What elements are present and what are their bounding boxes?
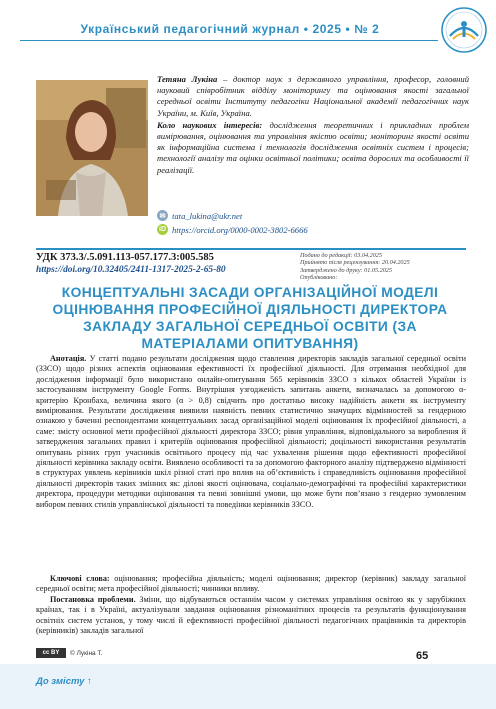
- submission-dates: [300, 252, 410, 282]
- abstract: [36, 354, 466, 510]
- journal-logo-icon: [440, 6, 488, 54]
- problem-label: Постановка проблеми.: [50, 594, 136, 604]
- date-approved: Затверджено до друку: 01.05.2025: [300, 266, 392, 274]
- journal-title: Український педагогічний журнал • 2025 • № 2: [80, 22, 380, 36]
- orcid-link[interactable]: https://orcid.org/0000-0002-3802-6666: [172, 224, 308, 235]
- keywords-paragraph: Ключові слова: оцінювання; професійна діяльність; моделі оцінювання; директор (керівник) закладу загальної середньої освіти; мета професійної діяльності; чинники впливу.: [36, 574, 466, 594]
- orcid-row: [157, 224, 308, 235]
- orcid-icon: iD: [159, 226, 166, 233]
- date-published: Опубліковано:: [300, 274, 338, 282]
- abstract-label: Анотація.: [50, 354, 87, 363]
- abstract-paragraph: Анотація. У статті подано результати дослідження щодо ставлення директорів закладів загальної середньої освіти (ЗЗСО) щодо різних аспектів оцінювання ефективності їх професійної діяльності. Для отримання необхідної для дослідження інформації було використано онлайн-опитування 565 керівників ЗЗСО з кількох областей України із застосуванням інструменту Google Forms. Внутрішня узгодженість запитань анкети, визначалась за допомогою α-критерію Кронбаха, величина якого (α > 0,8) свідчить про достатньо високу надійність анкети як інструменту вимірювання. Результати дослідження виявили наявність певних статистично значущих відмінностей за гендерною ознакою у баченні респондентами концептуальних засад організаційної моделі оцінювання їх професійної діяльності, а саме: змісту основної мети професійної діяльності директора ЗЗСО; рівня управління, відповідального за вироблення й затвердження загальних правил і критеріїв оцінювання професійної діяльності; доцільності використання результатів опитувань різних груп учасників освітнього процесу під час ухвалення рішення щодо ефективності професійної діяльності керівника закладу освіти. Виявлено особливості та за допомогою факторного аналізу підтверджено відмінності в структурах уявлень керівників шкіл різної статі про вплив на об’єктивність і справедливість оцінювання професійної діяльності директорів таких змінних як: ділові якості оцінювача, соціально-демографічні та професійні характеристики директора, процедури методики оцінювання та певні зовнішні умови, що може бути пов’язано з гендерно зумовленим вибором певних стилів управлінської діяльності та поведінки керівників ЗЗСО.: [36, 354, 466, 509]
- copyright-text: © Лукіна Т.: [70, 649, 103, 657]
- header-rule: [20, 40, 438, 41]
- page-number: 65: [416, 650, 429, 662]
- journal-header: [0, 0, 496, 56]
- problem-paragraph: Постановка проблеми. Зміни, що відбуваються останнім часом у системах управління освітою як у зарубіжних країнах, так і в Україні, актуалізували завдання оцінювання різноманітних процесів та результатів функціонування освітніх систем установ, у тому числі й ефективності професійної діяльності педагогічних працівників та директорів (керівників) закладів загальної: [36, 594, 466, 636]
- keywords-and-problem: [36, 574, 466, 636]
- date-submitted: Подано до редакції: 03.04.2025: [300, 252, 382, 259]
- udc-code: УДК 373.3/.5.091.113-057.177.3:005.585: [36, 252, 214, 263]
- section-divider: [36, 248, 466, 250]
- interests-label: Коло наукових інтересів:: [157, 119, 263, 130]
- article-title: КОНЦЕПТУАЛЬНІ ЗАСАДИ ОРГАНІЗАЦІЙНОЇ МОДЕЛІ ОЦІНЮВАННЯ ПРОФЕСІЙНОЇ ДІЯЛЬНОСТІ ДИРЕКТОРА ЗАКЛАДУ ЗАГАЛЬНОЇ СЕРЕДНЬОЇ ОСВІТИ (ЗА МАТЕРІАЛАМИ ОПИТУВАННЯ): [52, 285, 448, 351]
- author-info: [157, 74, 469, 176]
- doi-link[interactable]: https://doi.org/10.32405/2411-1317-2025-2-65-80: [36, 265, 226, 275]
- email-row: [157, 210, 242, 221]
- author-interests: Коло наукових інтересів: дослідження теоретичних і прикладних проблем вимірювання, оцінювання та управління якістю освіти; моніторинг якості освіти як інформаційна система і технологія дослідження освітніх систем і процесів; технології аналізу та оцінки освітньої політики; освіта дорослих та особливості її реалізації.: [157, 119, 469, 175]
- toc-link[interactable]: До змісту ↑: [36, 676, 92, 687]
- email-icon: ✉: [157, 210, 168, 221]
- author-bio: Тетяна Лукіна – доктор наук з державного управління, професор, головний науковий співробітник відділу моніторингу та оцінювання якості загальної середньої освіти Інституту педагогіки Національної академії педагогічних наук України, м. Київ, Україна.: [157, 74, 469, 118]
- author-name: Тетяна Лукіна: [157, 74, 218, 84]
- email-link[interactable]: tata_lukina@ukr.net: [172, 210, 243, 221]
- author-photo: [36, 80, 148, 216]
- cc-license-icon: cc BY: [36, 648, 66, 658]
- date-accepted: Прийнято після рецензування: 20.04.2025: [300, 259, 410, 267]
- keywords-label: Ключові слова:: [50, 574, 110, 583]
- license-info: [36, 648, 103, 658]
